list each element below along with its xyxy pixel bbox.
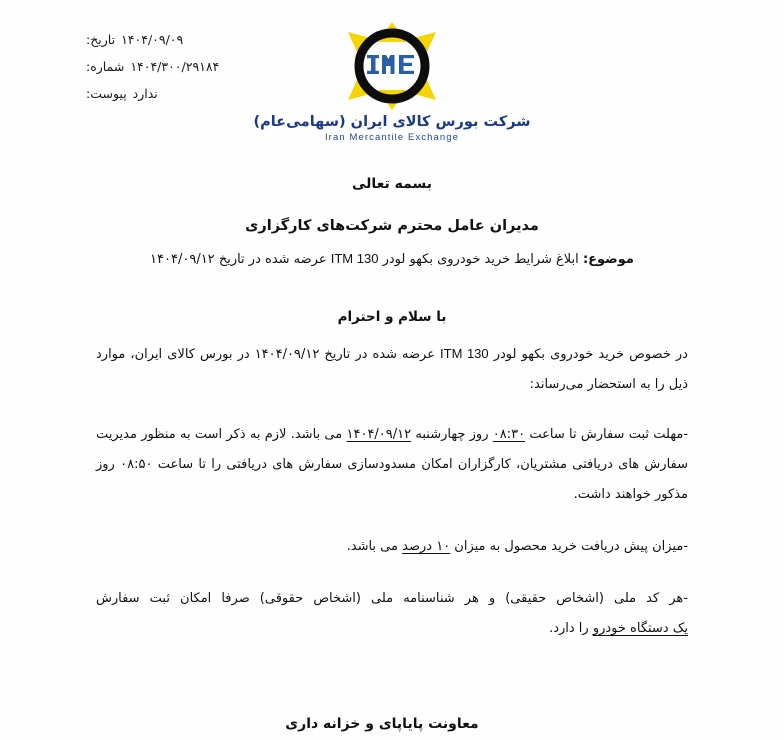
number-label: شماره:	[86, 59, 125, 74]
clause-prepayment	[96, 532, 688, 562]
subject-label: موضوع:	[582, 252, 634, 267]
clause-1-dash: -	[683, 427, 688, 442]
salutation: با سلام و احترام	[337, 309, 447, 325]
organization-name-en: Iran Mercantile Exchange	[324, 132, 460, 143]
clause-1-time: ۰۸:۳۰	[492, 427, 526, 442]
letterhead	[0, 0, 784, 160]
signatory-line: معاونت پایاپای و خزانه داری	[285, 716, 479, 732]
clause-1-time2: ۰۸:۵۰	[120, 457, 153, 472]
date-value: ۱۴۰۴/۰۹/۰۹	[121, 32, 184, 47]
intro-part3: در بورس کالای ایران، موارد ذیل را به استحضار می‌رساند:	[96, 347, 688, 392]
organization-logo	[0, 22, 784, 143]
addressee-line: مدیران عامل محترم شرکت‌های کارگزاری	[245, 218, 539, 234]
ime-logo-icon	[344, 22, 440, 110]
clause-1-part3: می باشد. لازم به ذکر است به منظور مدیریت سفارش های دریافتی مشتریان، کارگزاران امکان مسدودسازی سفارش های دریافتی را تا ساعت	[96, 427, 688, 472]
subject-text-part1: ابلاغ شرایط خرید خودروی بکهو لودر	[382, 252, 579, 267]
clause-2-percent: ۱۰ درصد	[402, 539, 451, 554]
clause-1-part4: روز مذکور خواهند داشت.	[96, 457, 688, 502]
clause-2-part1: میزان پیش دریافت خرید محصول به میزان	[454, 539, 684, 554]
intro-product-code: ITM 130	[440, 346, 489, 361]
clause-3-part1: هر کد ملی (اشخاص حقیقی) و هر شناسنامه ملی (اشخاص حقوقی) صرفا امکان ثبت سفارش	[96, 591, 684, 606]
subject-line	[96, 248, 688, 271]
clause-order-deadline	[96, 420, 688, 510]
number-value: ۱۴۰۴/۳۰۰/۲۹۱۸۴	[130, 59, 220, 74]
subject-product-code: ITM 130	[330, 251, 379, 266]
clause-one-vehicle-limit	[96, 584, 688, 644]
clause-1-part2: روز چهارشنبه	[415, 427, 489, 442]
attachment-label: پیوست:	[86, 86, 127, 101]
organization-name-fa: شرکت بورس کالای ایران (سهامی‌عام)	[253, 114, 531, 130]
clause-1-date: ۱۴۰۴/۰۹/۱۲	[346, 427, 412, 442]
attachment-value: ندارد	[132, 86, 158, 101]
date-label: تاریخ:	[86, 32, 116, 47]
clause-1-part1: مهلت ثبت سفارش تا ساعت	[529, 427, 684, 442]
intro-paragraph	[96, 339, 688, 400]
clause-3-part2: را دارد.	[549, 621, 589, 636]
letter-body	[96, 160, 688, 732]
intro-part2: عرضه شده در تاریخ	[324, 347, 435, 362]
intro-date: ۱۴۰۴/۰۹/۱۲	[254, 347, 320, 362]
clause-3-limit: یک دستگاه خودرو	[592, 621, 688, 636]
invocation: بسمه تعالی	[351, 176, 433, 192]
clause-3-dash: -	[683, 591, 688, 606]
intro-part1: در خصوص خرید خودروی بکهو لودر	[493, 347, 688, 362]
subject-text-part2: عرضه شده در تاریخ	[218, 252, 327, 267]
clause-2-part2: می باشد.	[346, 539, 398, 554]
clause-2-dash: -	[683, 539, 688, 554]
subject-date: ۱۴۰۴/۰۹/۱۲	[150, 252, 215, 267]
